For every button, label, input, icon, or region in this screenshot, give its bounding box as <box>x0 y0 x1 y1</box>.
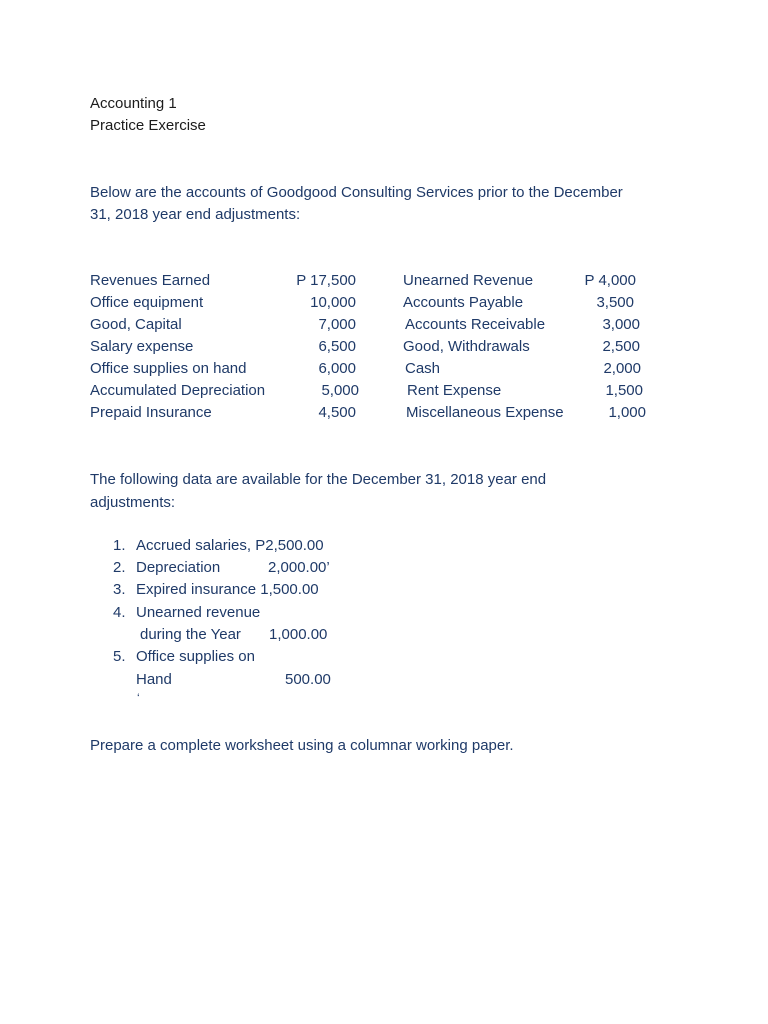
account-name: Accounts Payable <box>403 294 524 311</box>
account-value: 2,000 <box>603 360 641 377</box>
adjustment-text-cont: Hand <box>136 671 172 688</box>
adjustment-value: 2,000.00’ <box>268 559 330 576</box>
intro-line-2: 31, 2018 year end adjustments: <box>90 206 301 223</box>
account-name: Good, Withdrawals <box>403 338 530 355</box>
adjustment-value: 1,000.00 <box>269 626 328 643</box>
account-name: Miscellaneous Expense <box>406 404 564 421</box>
account-value: 2,500 <box>602 338 640 355</box>
intro-line-1: Below are the accounts of Goodgood Consulting Services prior to the December <box>90 184 623 201</box>
adjustment-text: Accrued salaries, P2,500.00 <box>136 537 324 554</box>
account-value: 5,000 <box>321 382 359 399</box>
data-intro-line-1: The following data are available for the December 31, 2018 year end <box>90 471 547 488</box>
account-value: 6,000 <box>318 360 356 377</box>
adjustment-value: 500.00 <box>285 671 331 688</box>
account-value: 1,500 <box>605 382 643 399</box>
account-name: Accumulated Depreciation <box>90 382 266 399</box>
list-number: 5. <box>113 648 126 665</box>
account-value: 7,000 <box>318 316 356 333</box>
account-name: Salary expense <box>90 338 194 355</box>
account-value: P 17,500 <box>296 272 356 289</box>
stray-mark: ‘ <box>137 691 140 705</box>
account-name: Rent Expense <box>407 382 502 399</box>
account-name: Accounts Receivable <box>405 316 546 333</box>
instruction-text: Prepare a complete worksheet using a columnar working paper. <box>90 737 514 754</box>
account-name: Prepaid Insurance <box>90 404 212 421</box>
adjustment-text: Expired insurance 1,500.00 <box>136 581 319 598</box>
adjustment-text: Office supplies on <box>136 648 255 665</box>
list-number: 4. <box>113 604 126 621</box>
account-value: 3,000 <box>602 316 640 333</box>
account-value: 4,500 <box>318 404 356 421</box>
adjustment-text-cont: during the Year <box>140 626 241 643</box>
account-value: 10,000 <box>310 294 356 311</box>
list-number: 2. <box>113 559 126 576</box>
exercise-title: Practice Exercise <box>90 117 206 134</box>
account-value: 6,500 <box>318 338 356 355</box>
account-name: Good, Capital <box>90 316 182 333</box>
course-title: Accounting 1 <box>90 95 177 112</box>
list-number: 3. <box>113 581 126 598</box>
list-number: 1. <box>113 537 126 554</box>
adjustment-text: Unearned revenue <box>136 604 261 621</box>
adjustment-text: Depreciation <box>136 559 221 576</box>
account-name: Unearned Revenue <box>403 272 534 289</box>
account-value: 1,000 <box>608 404 646 421</box>
account-value: 3,500 <box>596 294 634 311</box>
account-name: Revenues Earned <box>90 272 211 289</box>
account-name: Cash <box>405 360 441 377</box>
account-name: Office supplies on hand <box>90 360 247 377</box>
account-value: P 4,000 <box>584 272 636 289</box>
account-name: Office equipment <box>90 294 204 311</box>
data-intro-line-2: adjustments: <box>90 494 176 511</box>
